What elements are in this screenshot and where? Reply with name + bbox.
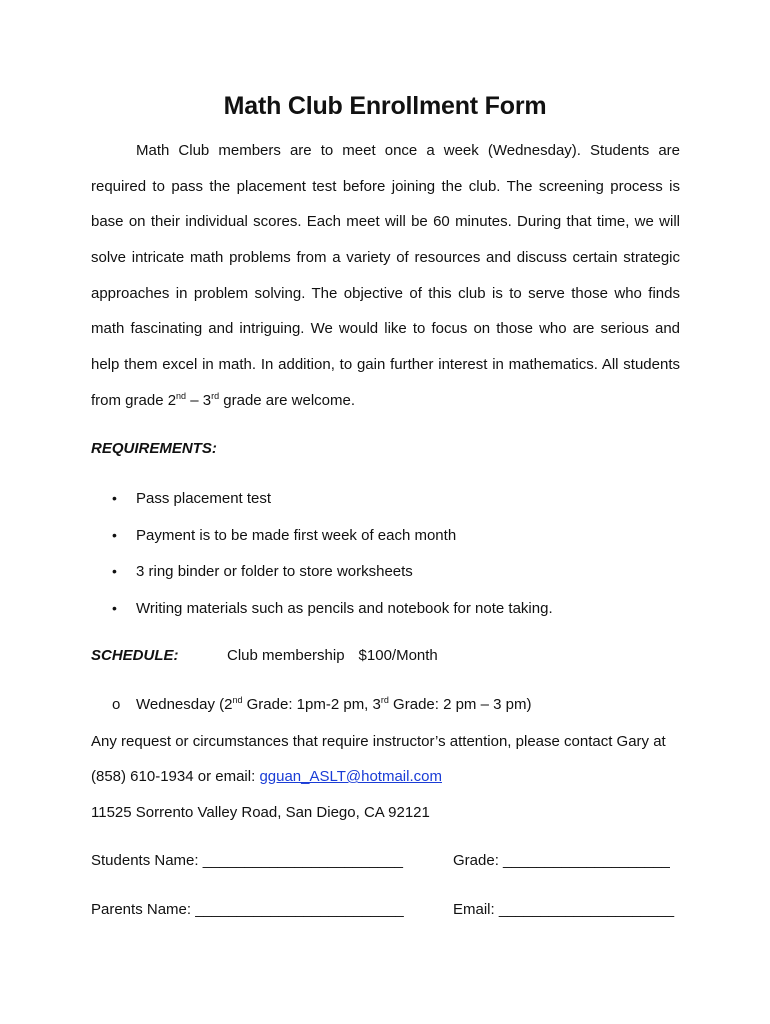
requirement-text: Writing materials such as pencils and notebook for note taking.: [136, 600, 553, 617]
superscript-nd: nd: [176, 391, 187, 401]
requirement-text: Payment is to be made first week of each month: [136, 527, 457, 544]
requirement-item: [112, 489, 271, 508]
schedule-item-part-b: Grade: 1pm-2 pm, 3: [242, 696, 381, 713]
requirements-heading: REQUIREMENTS:: [91, 440, 217, 457]
membership-label: Club membership: [227, 647, 345, 664]
email-field[interactable]: Email: _____________________: [453, 901, 675, 918]
intro-line-5: approaches in problem solving. The objective of this club is to serve those who finds: [91, 285, 680, 302]
intro-line-8-part-b: – 3: [186, 392, 212, 409]
requirement-item: [112, 562, 413, 581]
intro-line-2: required to pass the placement test before joining the club. The screening process is: [91, 178, 680, 195]
intro-line-8: [91, 392, 680, 410]
email-link[interactable]: gguan_ASLT@hotmail.com: [259, 768, 442, 785]
bullet-icon: •: [112, 563, 117, 579]
schedule-item-part-c: Grade: 2 pm – 3 pm): [388, 696, 532, 713]
contact-phone: (858) 610-1934 or email:: [91, 768, 260, 785]
superscript-nd: nd: [232, 695, 243, 705]
students-name-field[interactable]: Students Name: ________________________: [91, 852, 403, 869]
requirement-item: [112, 599, 553, 618]
intro-line-6: math fascinating and intriguing. We would like to focus on those who are serious and: [91, 320, 680, 337]
contact-line: Any request or circumstances that require instructor’s attention, please contact Gary at: [91, 733, 666, 750]
requirement-text: 3 ring binder or folder to store worksheets: [136, 563, 413, 580]
superscript-rd: rd: [211, 391, 220, 401]
grade-field[interactable]: Grade: ____________________: [453, 852, 670, 869]
form-title: Math Club Enrollment Form: [223, 92, 547, 120]
parents-name-field[interactable]: Parents Name: _________________________: [91, 901, 404, 918]
intro-line-3: base on their individual scores. Each meet will be 60 minutes. During that time, we will: [91, 213, 680, 230]
requirement-text: Pass placement test: [136, 490, 272, 507]
intro-line-4: solve intricate math problems from a variety of resources and discuss certain strategic: [91, 249, 680, 266]
schedule-heading: SCHEDULE:: [91, 647, 179, 664]
schedule-membership: [227, 647, 438, 664]
intro-line-1: Math Club members are to meet once a week (Wednesday). Students are: [136, 142, 680, 159]
bullet-icon: •: [112, 490, 117, 506]
schedule-item-part-a: Wednesday (2: [136, 696, 233, 713]
intro-line-7: help them excel in math. In addition, to gain further interest in mathematics. All students: [91, 356, 680, 373]
contact-phone-line: [91, 768, 680, 786]
bullet-icon: •: [112, 600, 117, 616]
bullet-icon: •: [112, 527, 117, 543]
requirement-item: [112, 526, 456, 545]
schedule-item: [112, 696, 531, 713]
membership-price: $100/Month: [358, 647, 438, 664]
circle-bullet-icon: o: [112, 696, 121, 713]
superscript-rd: rd: [380, 695, 389, 705]
intro-line-8-part-c: grade are welcome.: [219, 392, 356, 409]
address-line: 11525 Sorrento Valley Road, San Diego, CA 92121: [91, 804, 430, 821]
intro-line-8-part-a: from grade 2: [91, 392, 177, 409]
